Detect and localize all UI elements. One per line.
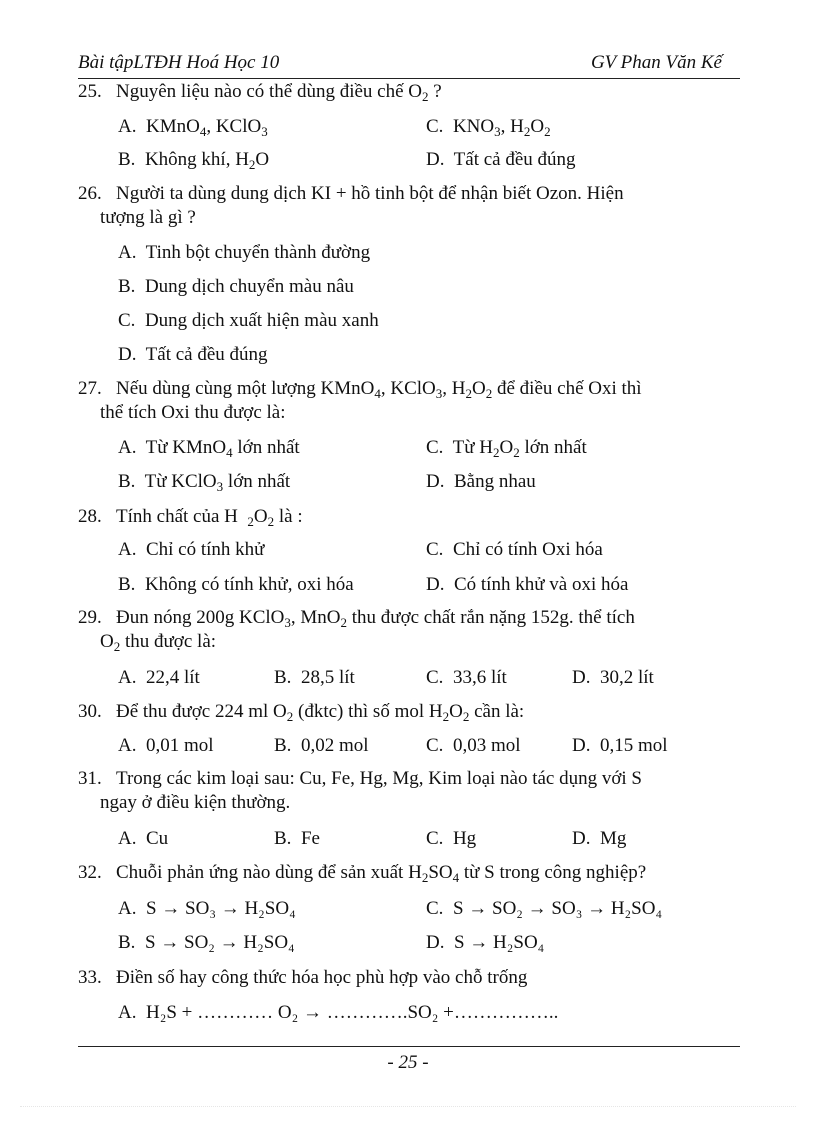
- option-text: 0,15 mol: [599, 735, 668, 756]
- option-letter: A.: [118, 437, 137, 458]
- option-letter: A.: [118, 735, 137, 756]
- text-part: O: [499, 437, 514, 458]
- option-a[interactable]: [118, 436, 300, 460]
- option-letter: A.: [118, 667, 137, 688]
- option-text: Fe: [300, 828, 320, 849]
- question-33: [78, 966, 738, 990]
- question-text-line2: ngay ở điều kiện thường.: [100, 792, 291, 813]
- option-c[interactable]: [426, 897, 662, 921]
- option-text: Chỉ có tính khử: [145, 539, 265, 560]
- option-b[interactable]: [118, 573, 354, 597]
- text-part: Để thu được 224 ml O: [116, 701, 287, 722]
- text-part: , H: [500, 116, 524, 137]
- subscript: 2: [267, 514, 275, 529]
- question-number: 27.: [78, 378, 102, 399]
- text-part: cần là:: [469, 701, 525, 722]
- option-letter: A.: [118, 828, 137, 849]
- option-letter: C.: [426, 898, 444, 919]
- option-letter: B.: [274, 828, 292, 849]
- text-part: Từ H: [452, 437, 493, 458]
- option-text: 28,5 lít: [300, 667, 355, 688]
- option-letter: D.: [426, 471, 445, 492]
- option-text: S → SO₂ → SO₃ → H₂SO₄: [452, 898, 663, 919]
- option-text: S → SO₃ → H₂SO₄: [145, 898, 296, 919]
- question-text: Điền số hay công thức hóa học phù hợp vào chỗ trống: [116, 967, 528, 988]
- option-text: Hg: [452, 828, 477, 849]
- option-text: Có tính khử và oxi hóa: [453, 574, 629, 595]
- option-letter: D.: [572, 735, 591, 756]
- option-letter: A.: [118, 1002, 137, 1023]
- option-b[interactable]: [118, 148, 269, 172]
- question-30: [78, 700, 738, 724]
- subscript: 4: [374, 386, 381, 401]
- question-text: [78, 700, 738, 724]
- option-a[interactable]: [118, 1001, 558, 1025]
- subscript: 4: [199, 124, 207, 139]
- option-d[interactable]: [572, 666, 654, 690]
- subscript: 2: [492, 445, 500, 460]
- option-letter: C.: [426, 437, 444, 458]
- subscript: 2: [462, 709, 470, 724]
- option-text: Tất cả đều đúng: [145, 344, 268, 365]
- question-31: [78, 767, 738, 815]
- option-a[interactable]: [118, 538, 264, 562]
- text-part: , KClO: [206, 116, 262, 137]
- subscript: 3: [216, 479, 224, 494]
- subscript: 2: [421, 870, 429, 885]
- text-part: O: [449, 701, 463, 722]
- text-part: lớn nhất: [232, 437, 300, 458]
- option-letter: B.: [118, 932, 136, 953]
- option-letter: C.: [426, 828, 444, 849]
- option-c[interactable]: [426, 538, 603, 562]
- option-c[interactable]: [426, 666, 507, 690]
- question-26: [78, 182, 738, 230]
- option-d[interactable]: [426, 470, 536, 494]
- question-text: [78, 80, 738, 104]
- option-c[interactable]: [426, 827, 476, 851]
- question-number: 32.: [78, 862, 102, 883]
- subscript: 4: [452, 870, 460, 885]
- text-part: Không khí, H: [144, 149, 249, 170]
- text-part: KMnO: [145, 116, 200, 137]
- subscript: 2: [523, 124, 531, 139]
- option-letter: D.: [426, 932, 445, 953]
- option-letter: D.: [572, 667, 591, 688]
- text-part: là :: [274, 506, 303, 527]
- option-text: 22,4 lít: [145, 667, 200, 688]
- option-letter: A.: [118, 898, 137, 919]
- text-part: ?: [428, 81, 442, 102]
- option-a[interactable]: [118, 115, 268, 139]
- option-d[interactable]: [572, 734, 668, 758]
- question-text: [78, 606, 738, 630]
- question-text: [78, 505, 738, 529]
- option-a[interactable]: [118, 827, 168, 851]
- text-part: (đktc) thì số mol H: [293, 701, 443, 722]
- question-25: [78, 80, 738, 104]
- option-text: Chỉ có tính Oxi hóa: [452, 539, 603, 560]
- subscript: 2: [247, 514, 254, 529]
- question-text: [78, 861, 738, 885]
- footer-rule: [78, 1046, 740, 1047]
- text-part: KNO: [452, 116, 495, 137]
- question-27: [78, 377, 738, 425]
- option-b[interactable]: [118, 931, 295, 955]
- question-text: Trong các kim loại sau: Cu, Fe, Hg, Mg, Kim loại nào tác dụng với S: [116, 768, 642, 789]
- option-text: Dung dịch xuất hiện màu xanh: [144, 310, 379, 331]
- option-d[interactable]: [118, 343, 268, 367]
- subscript: 2: [465, 386, 472, 401]
- option-text: Dung dịch chuyển màu nâu: [144, 276, 354, 297]
- option-text: 0,02 mol: [300, 735, 369, 756]
- text-part: O: [472, 378, 486, 399]
- option-d[interactable]: [426, 148, 576, 172]
- subscript: 3: [261, 124, 268, 139]
- option-letter: D.: [118, 344, 137, 365]
- subscript: 3: [284, 615, 291, 630]
- text-part: Chuỗi phản ứng nào dùng để sản xuất H: [116, 862, 422, 883]
- option-letter: D.: [426, 149, 445, 170]
- subscript: 2: [513, 445, 520, 460]
- option-a[interactable]: [118, 666, 200, 690]
- option-letter: C.: [426, 539, 444, 560]
- text-part: SO: [428, 862, 453, 883]
- option-letter: C.: [118, 310, 136, 331]
- option-text: 0,01 mol: [145, 735, 214, 756]
- header-left: Bài tậpLTĐH Hoá Học 10: [78, 52, 280, 73]
- subscript: 2: [340, 615, 347, 630]
- question-number: 28.: [78, 506, 102, 527]
- text-part: từ S trong công nghiệp?: [459, 862, 647, 883]
- question-28: [78, 505, 738, 529]
- option-letter: A.: [118, 116, 137, 137]
- subscript: 2: [485, 386, 493, 401]
- question-number: 30.: [78, 701, 102, 722]
- option-text: H₂S + ………… O₂ → ………….SO₂ +……………..: [145, 1002, 559, 1023]
- question-text: [78, 377, 738, 401]
- header-right: GV Phan Văn Kế: [590, 52, 722, 73]
- text-part: thu được chất rắn nặng 152g. thể tích: [347, 607, 635, 628]
- option-a[interactable]: [118, 734, 214, 758]
- option-c[interactable]: [426, 734, 521, 758]
- subscript: 2: [544, 124, 551, 139]
- question-number: 26.: [78, 183, 102, 204]
- option-letter: A.: [118, 539, 137, 560]
- subscript: 4: [226, 445, 233, 460]
- option-d[interactable]: [572, 827, 626, 851]
- option-text: 33,6 lít: [452, 667, 507, 688]
- text-part: Nếu dùng cùng một lượng KMnO: [116, 378, 375, 399]
- option-b[interactable]: [118, 275, 354, 299]
- option-b[interactable]: [274, 734, 369, 758]
- question-text-line2: [78, 630, 738, 654]
- question-number: 29.: [78, 607, 102, 628]
- text-part: , H: [442, 378, 466, 399]
- option-letter: B.: [118, 276, 136, 297]
- option-a[interactable]: [118, 241, 370, 265]
- option-letter: B.: [118, 471, 136, 492]
- option-text: Tinh bột chuyển thành đường: [145, 242, 371, 263]
- option-d[interactable]: [426, 573, 628, 597]
- option-text: S → H₂SO₄: [453, 932, 545, 953]
- text-part: Từ KClO: [144, 471, 217, 492]
- text-part: Đun nóng 200g KClO: [116, 607, 285, 628]
- option-letter: C.: [426, 116, 444, 137]
- question-text-line2: thể tích Oxi thu được là:: [100, 402, 286, 423]
- subscript: 3: [494, 124, 501, 139]
- option-text: 30,2 lít: [599, 667, 654, 688]
- question-number: 33.: [78, 967, 102, 988]
- text-part: , KClO: [380, 378, 436, 399]
- question-number: 31.: [78, 768, 102, 789]
- page-bottom-dotted-edge: [20, 1106, 796, 1107]
- text-part: O: [253, 506, 268, 527]
- option-letter: C.: [426, 667, 444, 688]
- option-letter: D.: [426, 574, 445, 595]
- subscript: 2: [113, 639, 121, 654]
- text-part: để điều chế Oxi thì: [492, 378, 642, 399]
- option-letter: B.: [118, 149, 136, 170]
- text-part: Nguyên liệu nào có thể dùng điều chế O: [116, 81, 423, 102]
- page-header: [78, 52, 740, 78]
- option-a[interactable]: [118, 897, 296, 921]
- option-text: Tất cả đều đúng: [453, 149, 576, 170]
- text-part: O: [255, 149, 270, 170]
- text-part: lớn nhất: [223, 471, 291, 492]
- text-part: Tính chất của H: [116, 506, 238, 527]
- header-rule: [78, 78, 740, 79]
- option-letter: C.: [426, 735, 444, 756]
- question-text: Người ta dùng dung dịch KI + hồ tinh bột để nhận biết Ozon. Hiện: [116, 183, 624, 204]
- text-part: O: [100, 631, 114, 652]
- option-letter: B.: [118, 574, 136, 595]
- subscript: 2: [422, 89, 429, 104]
- question-text-line2: tượng là gì ?: [100, 207, 196, 228]
- option-text: Mg: [599, 828, 627, 849]
- option-b[interactable]: [118, 470, 290, 494]
- option-c[interactable]: [426, 115, 551, 139]
- option-d[interactable]: [426, 931, 544, 955]
- option-text: Không có tính khử, oxi hóa: [144, 574, 354, 595]
- option-letter: B.: [274, 735, 292, 756]
- option-c[interactable]: [426, 436, 587, 460]
- text-part: O: [530, 116, 545, 137]
- question-32: [78, 861, 738, 885]
- option-text: Cu: [145, 828, 169, 849]
- option-b[interactable]: [274, 666, 355, 690]
- option-c[interactable]: [118, 309, 379, 333]
- option-text: 0,03 mol: [452, 735, 521, 756]
- option-text: Bằng nhau: [453, 471, 536, 492]
- question-number: 25.: [78, 81, 102, 102]
- question-29: [78, 606, 738, 654]
- page-number: - 25 -: [387, 1052, 429, 1073]
- text-part: thu được là:: [120, 631, 217, 652]
- option-b[interactable]: [274, 827, 320, 851]
- option-letter: A.: [118, 242, 137, 263]
- option-letter: B.: [274, 667, 292, 688]
- text-part: , MnO: [290, 607, 341, 628]
- text-part: lớn nhất: [519, 437, 587, 458]
- subscript: 2: [442, 709, 450, 724]
- text-part: Từ KMnO: [145, 437, 227, 458]
- subscript: 2: [248, 157, 256, 172]
- subscript: 2: [286, 709, 294, 724]
- option-letter: D.: [572, 828, 591, 849]
- option-text: S → SO₂ → H₂SO₄: [144, 932, 295, 953]
- subscript: 3: [435, 386, 443, 401]
